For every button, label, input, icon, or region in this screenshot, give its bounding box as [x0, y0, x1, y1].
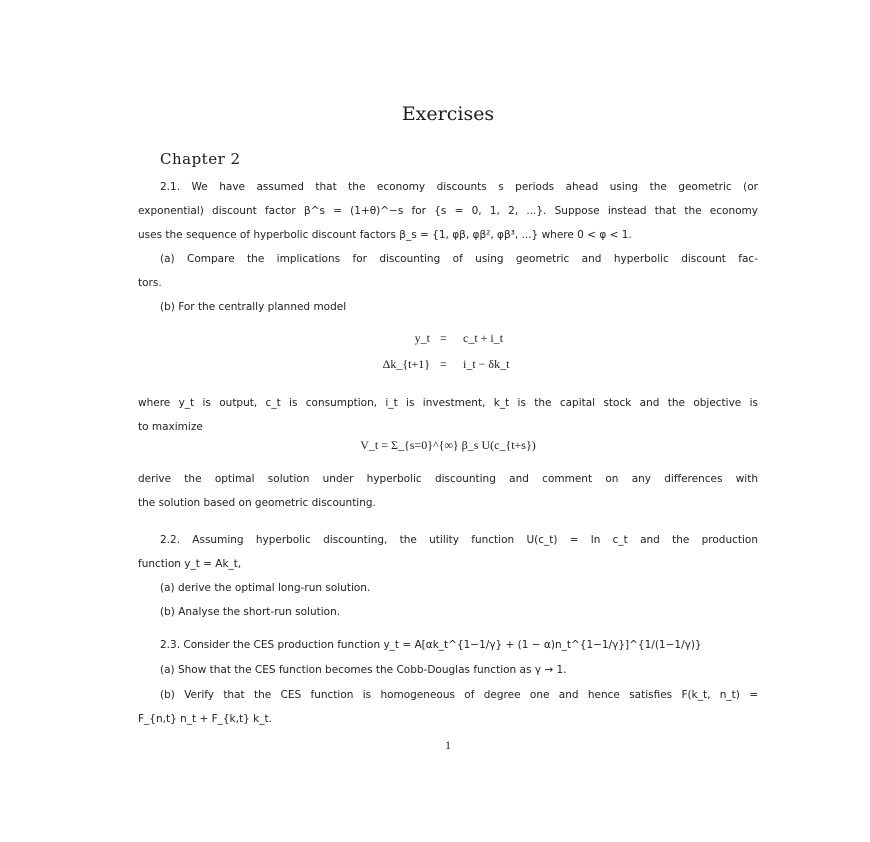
objective-equation: V_t = Σ_{s=0}^{∞} β_s U(c_{t+s})	[360, 438, 536, 452]
eq2-lhs: Δk_{t+1}	[382, 357, 430, 371]
eq1-op: =	[440, 331, 447, 345]
page-title: Exercises	[401, 103, 495, 125]
ex23-a: (a) Show that the CES function becomes the Cobb-Douglas function as γ → 1.	[160, 664, 567, 676]
ex23-line1: 2.3. Consider the CES production function y_t = A[αk_t^{1−1/γ} + (1 − α)n_t^{1−1/γ}]^{1/(1−1/γ)}	[160, 639, 702, 651]
ex21-a-line2: tors.	[138, 277, 162, 289]
ex21-line2: exponential) discount factor β^s = (1+θ)^−s for {s = 0, 1, 2, ...}. Suppose instead that the economy	[138, 205, 758, 217]
ex21-a-line1: (a) Compare the implications for discounting of using geometric and hyperbolic discount fac-	[160, 253, 758, 265]
ex21-line3: uses the sequence of hyperbolic discount factors β_s = {1, φβ, φβ², φβ³, ...} where 0 < φ < 1.	[138, 229, 632, 241]
ex22-b: (b) Analyse the short-run solution.	[160, 606, 341, 618]
ex22-line2: function y_t = Ak_t,	[138, 558, 242, 570]
page-number: 1	[445, 738, 451, 752]
eq1-lhs: y_t	[414, 331, 430, 345]
eq2-rhs: i_t − δk_t	[463, 357, 510, 371]
ex22-a: (a) derive the optimal long-run solution.	[160, 582, 371, 594]
eq2-op: =	[440, 357, 447, 371]
ex21-derive-line2: the solution based on geometric discounting.	[138, 497, 376, 509]
ex21-derive-line1: derive the optimal solution under hyperbolic discounting and comment on any differences with	[138, 473, 758, 485]
ex22-line1: 2.2. Assuming hyperbolic discounting, the utility function U(c_t) = ln c_t and the production	[160, 534, 758, 546]
eq1-rhs: c_t + i_t	[463, 331, 504, 345]
ex21-b-line1: (b) For the centrally planned model	[160, 301, 347, 313]
ex21-where-line2: to maximize	[138, 421, 203, 433]
ex23-b-line2: F_{n,t} n_t + F_{k,t} k_t.	[138, 713, 272, 725]
chapter-heading: Chapter 2	[160, 150, 241, 168]
ex21-line1: 2.1. We have assumed that the economy discounts s periods ahead using the geometric (or	[160, 181, 758, 193]
ex21-where-line1: where y_t is output, c_t is consumption, i_t is investment, k_t is the capital stock and the objective is	[138, 397, 758, 409]
ex23-b-line1: (b) Verify that the CES function is homogeneous of degree one and hence satisfies F(k_t, n_t) =	[160, 689, 758, 701]
